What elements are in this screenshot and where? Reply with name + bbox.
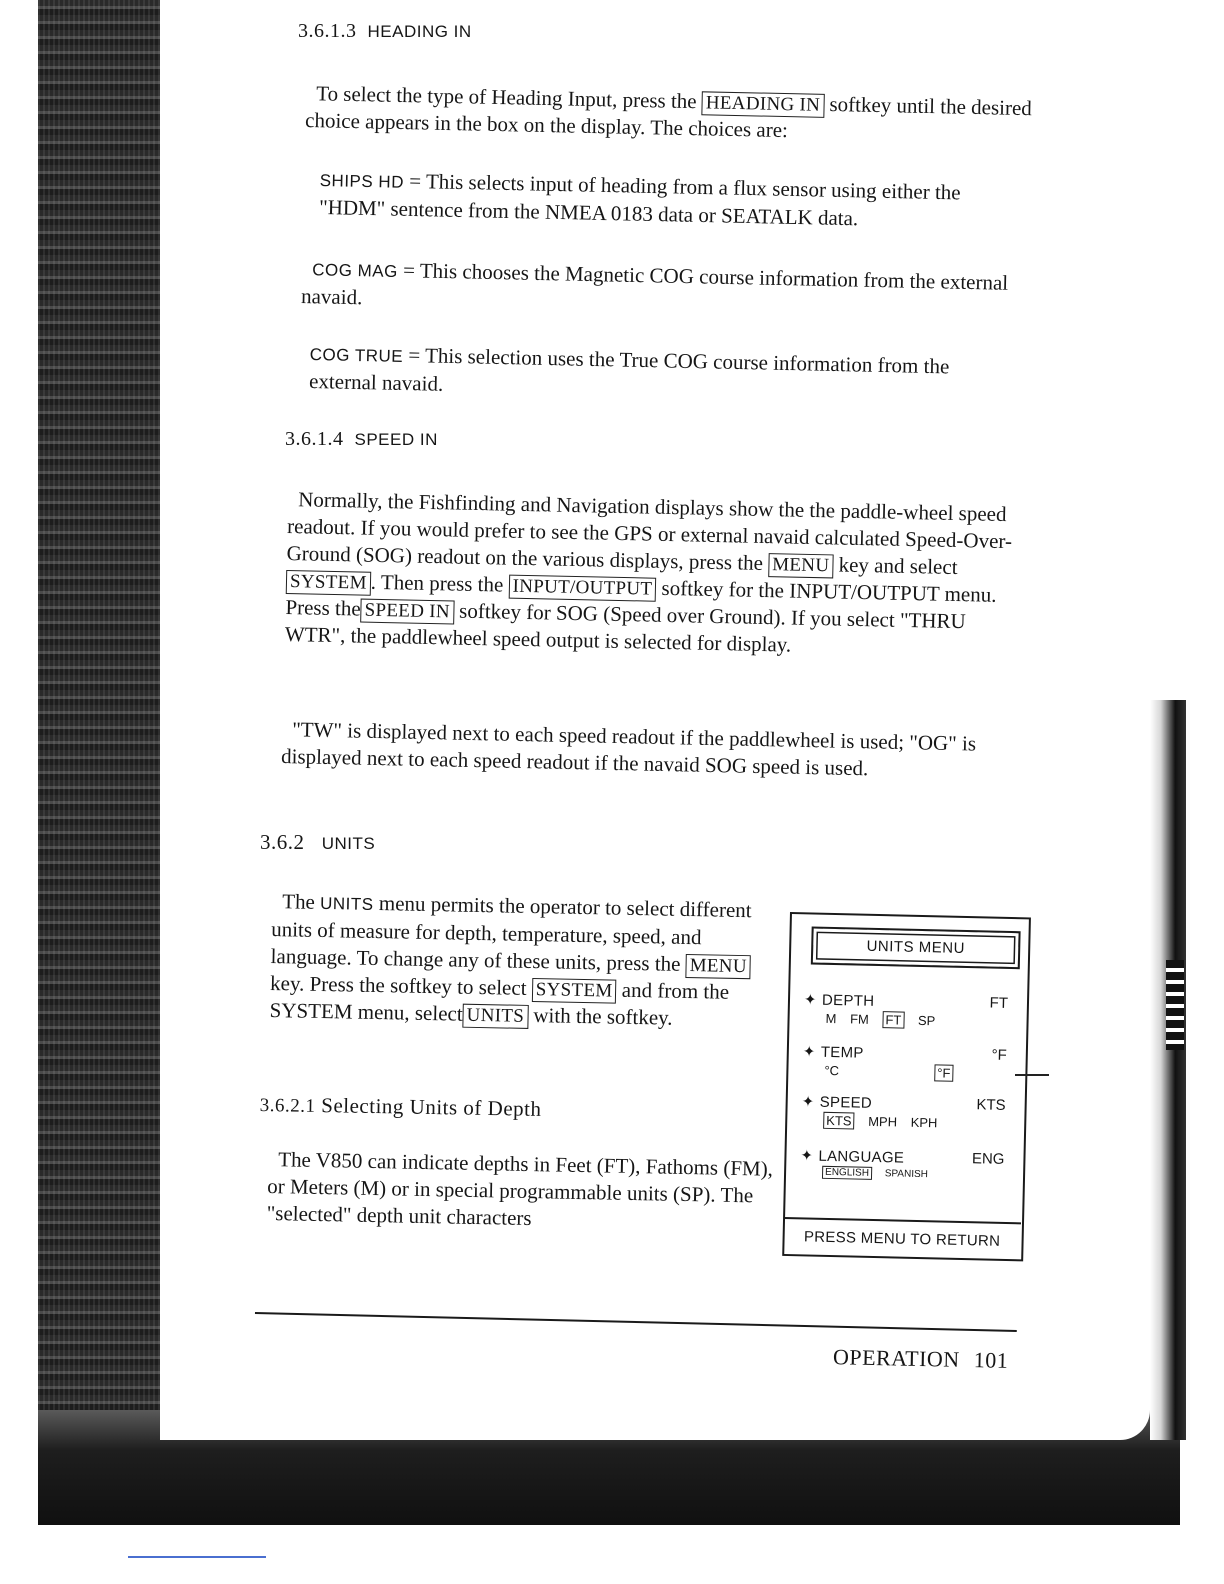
section-heading-units-depth (260, 1092, 542, 1122)
heading-in-softkey: HEADING IN (702, 91, 825, 118)
units-paragraph (269, 888, 780, 1034)
selector-arrow-icon: ✦ (803, 991, 817, 1009)
option: KPH (910, 1114, 938, 1131)
section-heading-units (260, 830, 375, 855)
text: menu permits the operator to select different units of measure for depth, temperature, speed, and language. To change any of these units, press the (270, 891, 752, 976)
menu-row-label: SPEED (819, 1093, 873, 1112)
speed-in-softkey: SPEED IN (360, 599, 454, 625)
menu-row-options (825, 1011, 935, 1028)
menu-key: MENU (685, 954, 751, 979)
text: softkey for the INPUT/OUTPUT menu. Press the (285, 575, 997, 621)
option: M (825, 1010, 837, 1027)
system-key: SYSTEM (532, 978, 617, 1004)
menu-key: MENU (768, 553, 834, 578)
choice-text: = This selection uses the True COG course information from the external navaid. (308, 343, 950, 396)
section-number: 3.6.1.3 (298, 20, 357, 42)
text: . Then press the (370, 569, 504, 597)
menu-row-value: °F (991, 1046, 1007, 1064)
figure-pointer-line (1015, 1074, 1049, 1076)
text: key and select (838, 552, 958, 580)
menu-row-speed (801, 1092, 1012, 1131)
selector-arrow-icon: ✦ (802, 1043, 816, 1061)
system-key: SYSTEM (286, 570, 371, 596)
selector-arrow-icon: ✦ (800, 1147, 814, 1165)
section-number: 3.6.2 (260, 830, 305, 854)
text: softkey for SOG (Speed over Ground). If you select "THRU WTR", the paddlewheel speed output is selected for display. (284, 598, 966, 657)
menu-row-label: TEMP (820, 1043, 864, 1062)
choice-term: COG MAG (311, 260, 399, 282)
menu-row-value: KTS (976, 1096, 1006, 1114)
menu-row-label: LANGUAGE (818, 1147, 905, 1167)
text: with the softkey. (533, 1003, 673, 1030)
units-term: UNITS (319, 893, 374, 914)
page-edge-strip (1166, 960, 1184, 1050)
section-title: Selecting Units of Depth (321, 1093, 542, 1121)
option-selected: °F (934, 1064, 954, 1081)
option-selected: FT (882, 1011, 904, 1028)
text: key. Press the softkey to select (269, 970, 527, 1000)
option-selected: KTS (823, 1112, 855, 1130)
section-heading-heading-in (298, 20, 472, 43)
menu-row-value: ENG (971, 1150, 1005, 1168)
text: and from the SYSTEM menu, select (269, 977, 730, 1026)
text: Normally, the Fishfinding and Navigation displays show the the paddle-wheel speed readout. If you would prefer to see the GPS or external navaid calculated Speed-Over-Ground (SOG) readout on the various displays, press the (286, 487, 1013, 575)
menu-row-value: FT (989, 994, 1009, 1012)
units-menu-footer: PRESS MENU TO RETURN (783, 1217, 1021, 1260)
text: "TW" is displayed next to each speed readout if the paddlewheel is used; "OG" is displayed next to each speed readout if the navaid SOG speed is used. (280, 717, 977, 781)
page-number: 101 (973, 1347, 1009, 1373)
menu-row-temp (802, 1042, 1013, 1081)
units-menu-title: UNITS MENU (811, 926, 1021, 969)
choice-text: = This chooses the Magnetic COG course information from the external navaid. (300, 258, 1009, 310)
text: To select the type of Heading Input, press the (315, 81, 697, 114)
text: The (282, 889, 316, 914)
page-footer (833, 1344, 1009, 1374)
text: The V850 can indicate depths in Feet (FT), Fathoms (FM), or Meters (M) or in special programmable units (SP). The "selected" depth unit characters (266, 1147, 774, 1231)
section-number: 3.6.2.1 (259, 1094, 316, 1117)
section-number: 3.6.1.4 (285, 428, 344, 450)
section-title: UNITS (321, 834, 376, 853)
input-output-softkey: INPUT/OUTPUT (508, 575, 656, 602)
units-depth-paragraph (266, 1146, 777, 1237)
menu-row-options (822, 1167, 928, 1180)
option: SPANISH (884, 1168, 929, 1181)
option: SP (917, 1012, 936, 1029)
option-selected: ENGLISH (822, 1166, 872, 1180)
option: FM (849, 1011, 870, 1027)
choice-term: SHIPS HD (319, 170, 405, 192)
menu-row-language (800, 1146, 1010, 1181)
menu-row-label: DEPTH (821, 991, 875, 1010)
speed-in-paragraph (285, 486, 1028, 663)
units-menu-figure (782, 912, 1031, 1261)
section-title: SPEED IN (354, 430, 438, 449)
option: MPH (868, 1113, 898, 1130)
menu-row-depth (803, 990, 1014, 1029)
option: °C (824, 1062, 840, 1079)
text: softkey until the desired choice appears in the box on the display. The choices are: (304, 91, 1033, 143)
section-title: HEADING IN (367, 22, 472, 41)
footer-label: OPERATION (832, 1344, 960, 1372)
units-softkey: UNITS (462, 1004, 528, 1029)
choice-text: = This selects input of heading from a flux sensor using either the "HDM" sentence from the NMEA 0183 data or SEATALK data. (318, 168, 961, 231)
scan-marker-line (128, 1556, 266, 1558)
menu-row-options (824, 1063, 953, 1081)
choice-term: COG TRUE (309, 344, 404, 366)
page-edge-right (1150, 700, 1186, 1440)
selector-arrow-icon: ✦ (801, 1093, 815, 1111)
menu-row-options (823, 1113, 937, 1131)
section-heading-speed-in (285, 428, 438, 451)
